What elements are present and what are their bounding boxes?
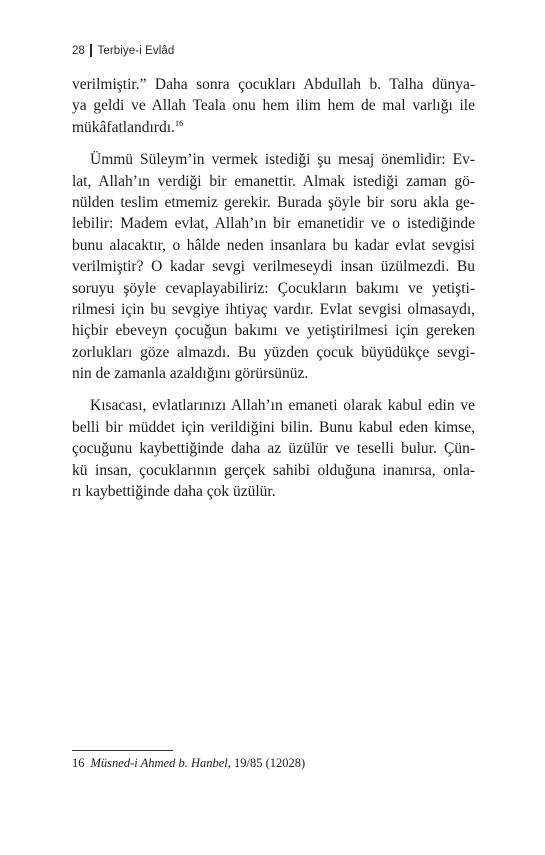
text-line: rı kaybettiğinde daha çok üzülür. bbox=[72, 483, 276, 501]
text-line: çocuğunu kaybettiğinde daha az üzülür ve teselli bulur. Çün- bbox=[72, 440, 475, 458]
text-line: ya geldi ve Allah Teala onu hem ilim hem de mal varlığı ile bbox=[72, 97, 475, 115]
footnote-source-reference: , 19/85 (12028) bbox=[227, 756, 306, 770]
footnote-source-title: Müsned-i Ahmed b. Hanbel bbox=[90, 756, 228, 770]
running-header bbox=[72, 44, 174, 57]
text-line: Kısacası, evlatlarınızı Allah’ın emaneti olarak kabul edin ve bbox=[90, 397, 475, 415]
text-line: rilmesi için bu sevgiye ihtiyaç vardır. Evlat sevgisi olmasaydı, bbox=[72, 300, 475, 318]
footnote bbox=[72, 755, 305, 771]
text-line: zorlukları göze almazdı. Bu yüzden çocuk büyüdükçe sevgi- bbox=[72, 343, 475, 361]
text-line: lebilir: Madem evlat, Allah’ın bir emanetidir ve o istediğinde bbox=[72, 215, 475, 233]
text-line: nülden teslim etmemiz gerekir. Burada şöyle bir soru akla ge- bbox=[72, 193, 475, 211]
footnote-divider bbox=[72, 750, 173, 751]
text-line-content: mükâfatlandırdı. bbox=[72, 118, 175, 136]
book-title: Terbiye-i Evlâd bbox=[97, 44, 175, 57]
text-line: verilmiştir? O kadar sevgi verilmeseydi insan üzülmezdi. Bu bbox=[72, 258, 475, 276]
footnote-reference[interactable]: 16 bbox=[174, 117, 184, 128]
paragraph-1 bbox=[72, 74, 475, 138]
text-line: lat, Allah’ın verdiği bir emanettir. Almak istediği zaman gö- bbox=[72, 172, 475, 190]
footnote-number: 16 bbox=[72, 756, 85, 770]
body-text bbox=[72, 74, 475, 513]
text-line: soruyu şöyle cevaplayabiliriz: Çocukların bakımı ve yetişti- bbox=[72, 279, 475, 297]
text-line: hiçbir ebeveyn çocuğun bakımı ve yetiştirilmesi için gereken bbox=[72, 322, 475, 340]
text-line: verilmiştir.” Daha sonra çocukları Abdullah b. Talha dünya- bbox=[72, 76, 475, 93]
text-line: Ümmü Süleym’in vermek istediği şu mesaj önemlidir: Ev- bbox=[90, 151, 475, 169]
text-line: kü insan, çocuklarının gerçek sahibi olduğuna inanırsa, onla- bbox=[72, 461, 475, 479]
paragraph-3 bbox=[72, 395, 475, 502]
paragraph-2 bbox=[72, 149, 475, 384]
text-line: bunu alacaktır, o hâlde neden insanlara bu kadar evlat sevgisi bbox=[72, 236, 475, 254]
page-number: 28 bbox=[72, 44, 85, 57]
text-line: belli bir müddet için verildiğini bilin. Bunu kabul eden kimse, bbox=[72, 418, 475, 436]
text-line bbox=[72, 117, 475, 138]
header-separator bbox=[90, 44, 92, 57]
text-line: nin de zamanla azaldığını görürsünüz. bbox=[72, 365, 309, 383]
